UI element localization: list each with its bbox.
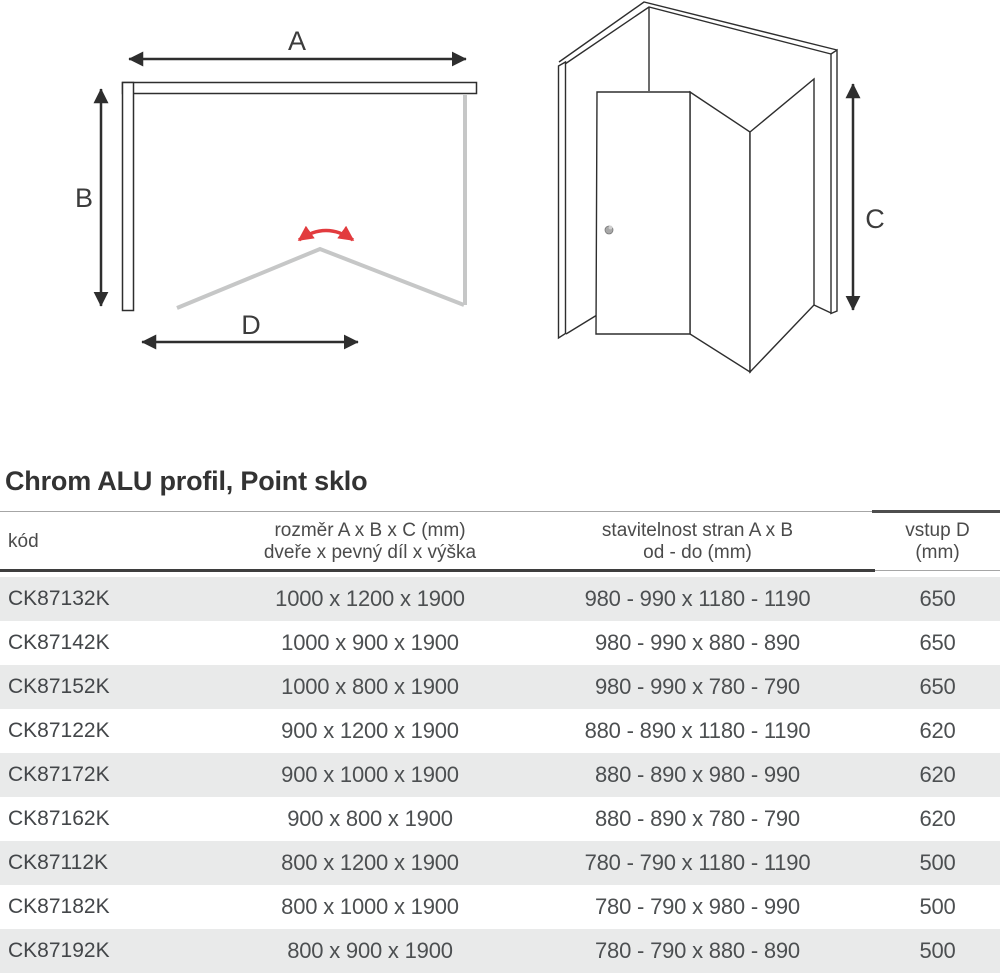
roof-outer-line: [559, 2, 837, 62]
column-header-size-line1: rozměr A x B x C (mm): [274, 519, 466, 541]
cell-entry: 650: [919, 586, 956, 611]
cell-code: CK87132K: [8, 587, 110, 610]
column-header-range-line1: stavitelnost stran A x B: [601, 519, 794, 541]
cell-size: 1000 x 800 x 1900: [281, 674, 459, 699]
diagram-svg: [0, 0, 1000, 470]
table-body: [0, 577, 1000, 973]
cell-entry: 500: [919, 938, 956, 963]
dim-label-b: B: [74, 183, 94, 213]
column-header-entry-line2: (mm): [915, 541, 960, 563]
cell-size: 1000 x 1200 x 1900: [275, 586, 465, 611]
cell-range: 880 - 890 x 1180 - 1190: [584, 718, 811, 743]
cell-range: 980 - 990 x 1180 - 1190: [584, 586, 811, 611]
table-row: [0, 577, 1000, 621]
column-header-size-line2: dveře x pevný díl x výška: [263, 541, 477, 563]
fold-panel-2: [750, 79, 814, 372]
left-wall-panel: [559, 62, 566, 338]
cell-code: CK87142K: [8, 631, 110, 654]
folding-door-line: [177, 249, 464, 308]
header-bottom-rule: [0, 569, 875, 572]
door-knob-highlight: [609, 226, 613, 230]
cell-range: 780 - 790 x 980 - 990: [595, 894, 800, 919]
column-header-code: kód: [8, 530, 39, 552]
spec-table: [0, 511, 1000, 973]
cell-size: 900 x 1200 x 1900: [281, 718, 459, 743]
header-top-rule-dark: [872, 510, 1000, 513]
cell-range: 880 - 890 x 780 - 790: [595, 806, 800, 831]
perspective-view-diagram: [559, 2, 838, 372]
table-row: [0, 665, 1000, 709]
table-row: [0, 797, 1000, 841]
dim-label-a: A: [287, 26, 307, 56]
cell-range: 980 - 990 x 880 - 890: [595, 630, 800, 655]
cell-entry: 620: [919, 718, 956, 743]
cell-code: CK87112K: [8, 851, 109, 874]
table-row: [0, 929, 1000, 973]
header-top-rule: [0, 511, 872, 512]
table-row: [0, 621, 1000, 665]
cell-entry: 500: [919, 894, 956, 919]
cell-size: 900 x 1000 x 1900: [281, 762, 459, 787]
table-header: [0, 511, 1000, 572]
table-row: [0, 885, 1000, 929]
dim-label-d: D: [241, 310, 261, 340]
floor-line-left: [566, 315, 597, 334]
floor-line-right: [814, 305, 831, 313]
door-panel: [596, 92, 690, 334]
cell-code: CK87192K: [8, 939, 110, 962]
cell-code: CK87152K: [8, 675, 110, 698]
cell-size: 900 x 800 x 1900: [287, 806, 453, 831]
page-title: Chrom ALU profil, Point sklo: [5, 466, 368, 496]
column-header-size: [220, 520, 520, 564]
column-header-range-line2: od - do (mm): [643, 541, 752, 563]
column-header-range: [520, 520, 875, 564]
cell-size: 800 x 1200 x 1900: [281, 850, 459, 875]
cell-range: 780 - 790 x 880 - 890: [595, 938, 800, 963]
plan-view-diagram: [75, 26, 477, 342]
cell-entry: 500: [919, 850, 956, 875]
cell-code: CK87122K: [8, 719, 110, 742]
table-row: [0, 841, 1000, 885]
cell-entry: 650: [919, 674, 956, 699]
column-header-entry-line1: vstup D: [905, 519, 970, 541]
cell-range: 880 - 890 x 980 - 990: [595, 762, 800, 787]
cell-code: CK87172K: [8, 763, 110, 786]
right-wall-panel: [831, 50, 837, 314]
header-bottom-rule-light: [875, 570, 1000, 571]
cell-entry: 620: [919, 762, 956, 787]
top-wall: [123, 83, 477, 94]
technical-diagrams: [0, 0, 1000, 470]
table-row: [0, 753, 1000, 797]
cell-range: 780 - 790 x 1180 - 1190: [584, 850, 811, 875]
cell-code: CK87182K: [8, 895, 110, 918]
cell-size: 800 x 900 x 1900: [287, 938, 453, 963]
door-swing-arrow-icon: [299, 231, 353, 241]
side-wall: [123, 83, 134, 311]
cell-size: 1000 x 900 x 1900: [281, 630, 459, 655]
cell-code: CK87162K: [8, 807, 110, 830]
cell-size: 800 x 1000 x 1900: [281, 894, 459, 919]
column-header-entry: [875, 520, 1000, 564]
table-row: [0, 709, 1000, 753]
dim-label-c: C: [865, 204, 885, 234]
cell-entry: 620: [919, 806, 956, 831]
fold-panel-1: [690, 92, 750, 372]
cell-range: 980 - 990 x 780 - 790: [595, 674, 800, 699]
cell-entry: 650: [919, 630, 956, 655]
